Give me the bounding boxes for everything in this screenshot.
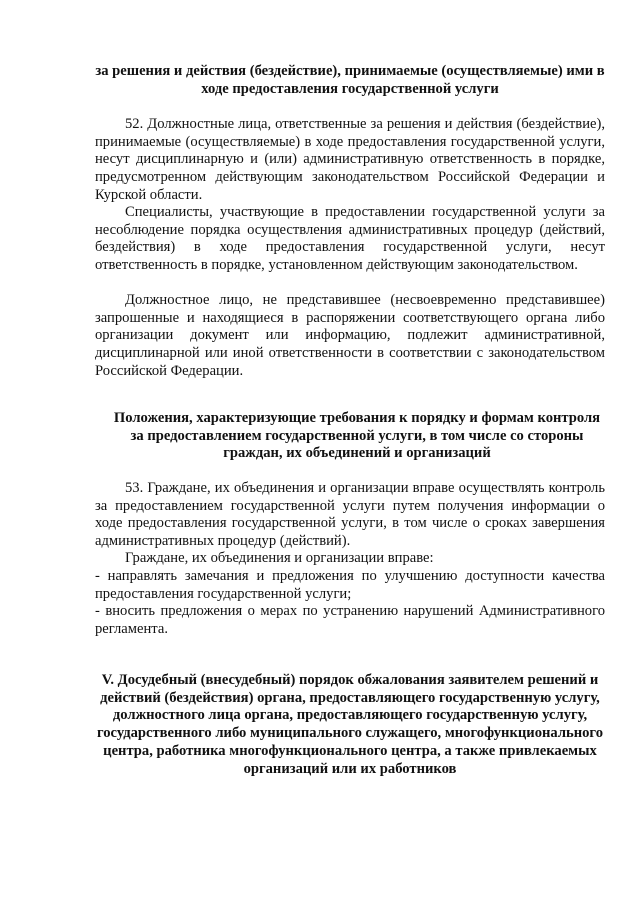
section-heading-responsibility: за решения и действия (бездействие), принимаемые (осуществляемые) ими в ходе предоставления государственной услуги <box>95 63 605 97</box>
paragraph-rights-intro: Граждане, их объединения и организации вправе: <box>125 550 434 566</box>
list-item: - направлять замечания и предложения по улучшению доступности качества предоставления государственной услуги; <box>95 568 605 602</box>
paragraph-specialists: Специалисты, участвующие в предоставлении государственной услуги за несоблюдение порядка осуществления административных процедур (действий, бездействия) в ходе предоставления государственной услуги, несут ответственность в порядке, установленном действующим законодательством. <box>95 204 605 274</box>
chapter-heading-v: V. Досудебный (внесудебный) порядок обжалования заявителем решений и действий (бездействия) органа, предоставляющего государственную услугу, должностного лица органа, предоставляющего государственную услугу, государственного либо муниципального служащего, многофункционального центра, работника многофункционального центра, а также привлекаемых организаций или их работников <box>97 672 603 777</box>
paragraph-52: 52. Должностные лица, ответственные за решения и действия (бездействие), принимаемые (осуществляемые) в ходе предоставления государственной услуги, несут дисциплинарную и (или) административную ответственность в порядке, предусмотренном действующим законодательством Российской Федерации и Курской области. <box>95 116 605 203</box>
paragraph-official-liability: Должностное лицо, не представившее (несвоевременно представившее) запрошенные и находящиеся в распоряжении соответствующего органа либо организации документ или информацию, подлежит административной, дисциплинарной или иной ответственности в соответствии с законодательством Российской Федерации. <box>95 292 605 379</box>
list-item: - вносить предложения о мерах по устранению нарушений Административного регламента. <box>95 603 605 637</box>
paragraph-53: 53. Граждане, их объединения и организации вправе осуществлять контроль за предоставлением государственной услуги путем получения информации о ходе предоставления государственной услуги, в том числе о сроках завершения административных процедур (действий). <box>95 480 605 550</box>
section-heading-control-provisions: Положения, характеризующие требования к порядку и формам контроля за предоставлением государственной услуги, в том числе со стороны граждан, их объединений и организаций <box>113 410 601 462</box>
